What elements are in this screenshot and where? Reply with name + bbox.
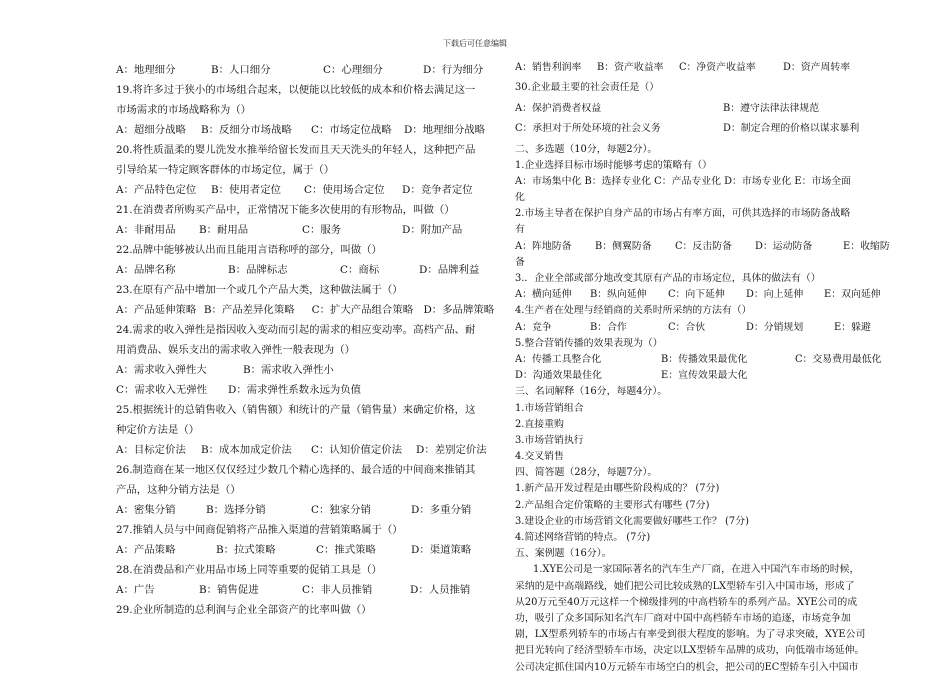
option-b: B：耐用品 xyxy=(199,224,249,236)
q23-line: 23.在原有产品中增加一个或几个产品大类，这种做法属于（） xyxy=(116,284,403,296)
q22-options xyxy=(116,260,494,280)
q30-options-2 xyxy=(515,121,900,137)
option-c: C：推式策略 xyxy=(316,544,376,556)
right-column xyxy=(515,60,900,676)
option-c: C：独家分销 xyxy=(311,504,371,516)
option-e: E：双向延伸 xyxy=(824,289,881,301)
case-line: 公司决定抓住国内10万元轿车市场空白的机会，把公司的EC型轿车引入中国市 xyxy=(515,661,859,673)
option-b: B：侧翼防备 xyxy=(595,240,652,252)
option-a: A：竞争 xyxy=(515,321,552,333)
q26-line-1: 26.制造商在某一地区仅仅经过少数几个精心选择的、最合适的中间商来推销其 xyxy=(116,464,476,476)
option-a: A：横向延伸 xyxy=(515,289,572,301)
option-a: A：广告 xyxy=(116,584,155,596)
option-d: D：需求弹性系数永远为负值 xyxy=(228,384,362,396)
q30-options-1 xyxy=(515,101,900,117)
m4-options xyxy=(515,320,900,336)
section-2-title: 二、多选题（10分，每题2分）。 xyxy=(515,143,658,155)
option-c: C：合伙 xyxy=(668,321,706,333)
option-c: C：交易费用最低化 xyxy=(795,353,882,365)
q19-line-1: 19.将许多过于狭小的市场组合起来，以便能以比较低的成本和价格去满足这一 xyxy=(116,84,476,96)
option-d: D：制定合理的价格以谋求暴利 xyxy=(723,123,860,135)
option-d: D：人员推销 xyxy=(410,584,471,596)
q22-line: 22.品牌中能够被认出而且能用言语称呼的部分，叫做（） xyxy=(116,244,382,256)
q29-line: 29.企业所制造的总利润与企业全部资产的比率叫做（） xyxy=(116,604,372,616)
section-4-title: 四、简答题（28分，每题7分）。 xyxy=(515,467,658,479)
q20-line-1: 20.将性质温柔的婴儿洗发水推举给留长发而且天天洗头的年轻人，这种把产品 xyxy=(116,144,476,156)
q23-options xyxy=(116,300,494,320)
option-d: D：向上延伸 xyxy=(746,289,804,301)
q19-options xyxy=(116,120,494,140)
q25-line-2: 种定价方法是（） xyxy=(116,424,200,436)
option-b: B：反细分市场战略 xyxy=(201,124,292,136)
q28-line: 28.在消费品和产业用品市场上同等重要的促销工具是（） xyxy=(116,564,382,576)
m2-options-cont: 备 xyxy=(515,256,525,268)
option-d: D：渠道策略 xyxy=(411,544,472,556)
case-line: 剧，LX型系列轿车的市场占有率受到很大程度的影响。为了寻求突破，XYE公司 xyxy=(515,629,866,641)
m2-line-2: 有 xyxy=(515,224,525,236)
option-a: A：超细分战略 xyxy=(116,124,186,136)
option-a: A：非耐用品 xyxy=(116,224,176,236)
option-d: D：差别定价法 xyxy=(416,444,487,456)
option-a: A：地理细分 xyxy=(116,64,176,76)
short-answer-item: 2.产品组合定价策略的主要形式有哪些 (7分) xyxy=(515,499,710,511)
q25-options xyxy=(116,440,494,460)
option-b: B：传播效果最优化 xyxy=(661,353,748,365)
option-d: D：资产周转率 xyxy=(783,62,851,73)
q27-options xyxy=(116,540,494,560)
option-d: D：品牌利益 xyxy=(419,264,480,276)
q28-options xyxy=(116,580,494,600)
option-c: C：反击防备 xyxy=(675,240,732,252)
option-c: C：认知价值定价法 xyxy=(311,444,403,456)
case-line: 把目光转向了经济型轿车市场，决定以LX型轿车品牌的成功，向低端市场延伸。 xyxy=(515,645,865,657)
option-d: D：分销规划 xyxy=(746,321,804,333)
option-a: A：销售利润率 xyxy=(515,62,582,73)
q25-line-1: 25.根据统计的总销售收入（销售额）和统计的产量（销售量）来确定价格，这 xyxy=(116,404,476,416)
option-d: D：附加产品 xyxy=(402,224,463,236)
m1-options: A：市场集中化 B：选择专业化 C：产品专业化 D：市场专业化 E：市场全面 xyxy=(515,175,852,187)
option-a: A：目标定价法 xyxy=(116,444,186,456)
option-a: A：需求收入弹性大 xyxy=(116,364,207,376)
option-e: E：宣传效果最大化 xyxy=(661,370,748,382)
option-c: C：承担对于所处环境的社会义务 xyxy=(515,123,661,135)
m5-options-2 xyxy=(515,368,900,384)
option-d: D：竞争者定位 xyxy=(402,184,473,196)
option-a: A：产品延伸策略 xyxy=(116,304,197,316)
q26-line-2: 产品，这种分销方法是（） xyxy=(116,484,241,496)
option-a: A：阵地防备 xyxy=(515,240,572,252)
short-answer-item: 1.新产品开发过程是由哪些阶段构成的？ (7分) xyxy=(515,483,720,495)
option-c: C：非人员推销 xyxy=(302,584,373,596)
term-item: 2.直接重购 xyxy=(515,418,564,430)
option-e: E：躲避 xyxy=(834,321,871,333)
q24-line-1: 24.需求的收入弹性是指因收入变动而引起的需求的相应变动率。高档产品、耐 xyxy=(116,324,476,336)
option-b: B：资产收益率 xyxy=(597,62,664,73)
q18-options xyxy=(116,60,494,80)
option-b: B：需求收入弹性小 xyxy=(243,364,334,376)
option-b: B：选择分销 xyxy=(206,504,266,516)
case-line: 从20万元至40万元这样一个梯级排列的中高档轿车的系列产品。XYE公司的成 xyxy=(515,596,858,608)
option-a: A：产品策略 xyxy=(116,544,176,556)
option-b: B：合作 xyxy=(590,321,627,333)
option-a: A：产品特色定位 xyxy=(116,184,197,196)
q30-line: 30.企业最主要的社会责任是（） xyxy=(515,82,660,94)
q20-line-2: 引导给某一特定顾客群体的市场定位，属于（） xyxy=(116,164,335,176)
m1-line: 1.企业选择目标市场时能够考虑的策略有（） xyxy=(515,159,713,171)
m2-options xyxy=(515,239,900,255)
case-line: 1.XYE公司是一家国际著名的汽车生产厂商，在进入中国汽车市场的时候， xyxy=(533,564,860,576)
option-a: A：保护消费者权益 xyxy=(515,102,602,114)
section-5-title: 五、案例题（16分）。 xyxy=(515,548,612,560)
option-d: D：行为细分 xyxy=(423,64,484,76)
option-c: C：净资产收益率 xyxy=(679,62,756,73)
m3-options xyxy=(515,287,900,303)
option-a: A：密集分销 xyxy=(116,504,176,516)
section-3-title: 三、名词解释（16分，每题4分）。 xyxy=(515,386,668,398)
option-c: C：使用场合定位 xyxy=(304,184,385,196)
option-b: B：遵守法律法律规范 xyxy=(723,102,820,114)
q19-line-2: 市场需求的市场战略称为（） xyxy=(116,104,252,116)
option-c: C：服务 xyxy=(302,224,342,236)
option-b: B：产品差异化策略 xyxy=(203,304,295,316)
option-d: D：多品牌策略 xyxy=(423,304,494,316)
option-d: D：地理细分战略 xyxy=(404,124,486,136)
m3-line: 3.．企业全部或部分地改变其原有产品的市场定位，具体的做法有（） xyxy=(515,273,821,284)
m5-options-1 xyxy=(515,352,900,368)
q21-line: 21.在消费者所购买产品中，正常情况下能多次使用的有形物品，叫做（） xyxy=(116,204,455,216)
m4-line: 4.生产者在处理与经销商的关系时所采纳的方法有（） xyxy=(515,305,752,317)
option-b: B：成本加成定价法 xyxy=(201,444,292,456)
option-a: A：品牌名称 xyxy=(116,264,176,276)
option-d: D：沟通效果最佳化 xyxy=(515,370,602,382)
option-c: C：商标 xyxy=(340,264,380,276)
q24-line-2: 用消费品、娱乐支出的需求收入弹性一般表现为（） xyxy=(116,344,355,356)
option-c: C：市场定位战略 xyxy=(311,124,392,136)
q27-line: 27.推销人员与中间商促销将产品推入渠道的营销策略属于（） xyxy=(116,524,403,536)
case-line: 功，吸引了众多国际知名汽车厂商对中国中高档轿车市场的追逐，市场竞争加 xyxy=(515,612,851,624)
option-b: B：品牌标志 xyxy=(228,264,288,276)
left-column xyxy=(116,60,494,620)
option-c: C：向下延伸 xyxy=(668,289,725,301)
m5-line: 5.整合营销传播的效果表现为（） xyxy=(515,337,663,349)
option-a: A：传播工具整合化 xyxy=(515,353,602,365)
term-item: 1.市场营销组合 xyxy=(515,402,584,414)
option-b: B：纵向延伸 xyxy=(590,289,647,301)
case-line: 采纳的是中高端路线，她们把公司比较成熟的LX型轿车引入中国市场，形成了 xyxy=(515,580,855,592)
option-c: C：扩大产品组合策略 xyxy=(311,304,414,316)
option-b: B：拉式策略 xyxy=(216,544,276,556)
q21-options xyxy=(116,220,494,240)
q20-options xyxy=(116,180,494,200)
page-header: 下载后可任意编辑 xyxy=(443,39,507,48)
m2-line-1: 2.市场主导者在保护自身产品的市场占有率方面，可供其选择的市场防备战略 xyxy=(515,208,851,220)
option-d: D：多重分销 xyxy=(411,504,472,516)
term-item: 4.交叉销售 xyxy=(515,451,564,463)
q26-options xyxy=(116,500,494,520)
option-d: D：运动防备 xyxy=(755,240,813,252)
option-e: E：收缩防 xyxy=(843,240,890,252)
option-b: B：人口细分 xyxy=(211,64,271,76)
option-b: B：销售促进 xyxy=(199,584,259,596)
q24-options-1 xyxy=(116,360,494,380)
option-c: C：心理细分 xyxy=(323,64,383,76)
q29-options xyxy=(515,60,900,76)
option-b: B：使用者定位 xyxy=(211,184,281,196)
option-c: C：需求收入无弹性 xyxy=(116,384,208,396)
m1-options-cont: 化 xyxy=(515,192,525,204)
short-answer-item: 4.简述网络营销的特点。 (7分) xyxy=(515,532,651,543)
short-answer-item: 3.建设企业的市场营销文化需要做好哪些工作？ (7分) xyxy=(515,515,749,527)
term-item: 3.市场营销执行 xyxy=(515,434,584,446)
q24-options-2 xyxy=(116,380,494,400)
